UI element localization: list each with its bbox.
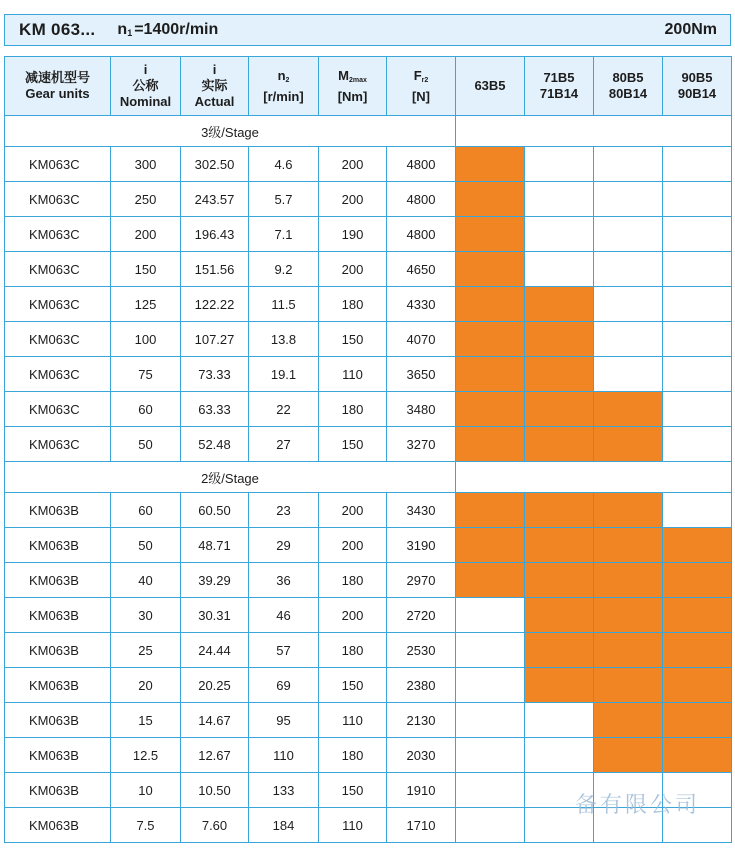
stage-motor-blank <box>456 116 732 147</box>
cell-fr2: 3480 <box>387 392 456 427</box>
header-motor-3a: 80B5 <box>612 70 644 85</box>
motor-compatible-cell <box>456 287 525 322</box>
header-n2-symbol: n <box>277 67 286 83</box>
table-row <box>5 703 732 738</box>
motor-compatible-cell <box>456 392 525 427</box>
cell-n2: 19.1 <box>249 357 319 392</box>
cell-nominal: 300 <box>111 147 181 182</box>
header-actual-i: i <box>212 62 217 77</box>
header-motor-4a: 90B5 <box>681 70 713 85</box>
cell-nominal: 125 <box>111 287 181 322</box>
cell-unit: KM063B <box>5 598 111 633</box>
cell-fr2: 2720 <box>387 598 456 633</box>
input-speed <box>117 21 218 39</box>
motor-compatible-cell <box>594 598 663 633</box>
table-row <box>5 668 732 703</box>
header-gear-units-en: Gear units <box>25 86 90 101</box>
header-actual-cn: 实际 <box>201 78 228 93</box>
header-motor-71 <box>525 57 594 116</box>
cell-nominal: 50 <box>111 528 181 563</box>
motor-compatible-cell <box>456 252 525 287</box>
model-title: KM 063... <box>19 20 96 39</box>
motor-compatible-cell <box>663 738 732 773</box>
cell-actual: 63.33 <box>181 392 249 427</box>
motor-empty-cell <box>456 738 525 773</box>
cell-m2max: 110 <box>319 808 387 843</box>
speed-value: =1400r/min <box>134 21 219 38</box>
cell-m2max: 200 <box>319 493 387 528</box>
motor-empty-cell <box>525 703 594 738</box>
cell-unit: KM063B <box>5 668 111 703</box>
motor-compatible-cell <box>525 598 594 633</box>
cell-n2: 23 <box>249 493 319 528</box>
motor-empty-cell <box>594 287 663 322</box>
motor-compatible-cell <box>525 493 594 528</box>
header-m2-unit: [Nm] <box>337 88 368 104</box>
cell-fr2: 1910 <box>387 773 456 808</box>
motor-compatible-cell <box>456 427 525 462</box>
cell-fr2: 4800 <box>387 217 456 252</box>
cell-actual: 39.29 <box>181 563 249 598</box>
cell-m2max: 180 <box>319 287 387 322</box>
header-motor-63b5 <box>456 57 525 116</box>
cell-actual: 30.31 <box>181 598 249 633</box>
cell-fr2: 2130 <box>387 703 456 738</box>
table-row <box>5 357 732 392</box>
cell-unit: KM063C <box>5 252 111 287</box>
table-row <box>5 738 732 773</box>
table-body <box>5 116 732 843</box>
cell-fr2: 4800 <box>387 182 456 217</box>
motor-compatible-cell <box>594 493 663 528</box>
cell-fr2: 4070 <box>387 322 456 357</box>
table-row <box>5 528 732 563</box>
cell-m2max: 150 <box>319 668 387 703</box>
motor-compatible-cell <box>525 668 594 703</box>
header-fr2 <box>387 57 456 116</box>
motor-compatible-cell <box>456 182 525 217</box>
motor-compatible-cell <box>525 633 594 668</box>
motor-empty-cell <box>663 493 732 528</box>
motor-empty-cell <box>663 217 732 252</box>
cell-n2: 27 <box>249 427 319 462</box>
motor-empty-cell <box>525 738 594 773</box>
cell-n2: 69 <box>249 668 319 703</box>
stage-motor-blank <box>456 462 732 493</box>
motor-compatible-cell <box>594 528 663 563</box>
motor-compatible-cell <box>594 427 663 462</box>
motor-empty-cell <box>663 147 732 182</box>
header-n2 <box>249 57 319 116</box>
motor-compatible-cell <box>525 322 594 357</box>
motor-empty-cell <box>525 252 594 287</box>
motor-empty-cell <box>456 633 525 668</box>
cell-unit: KM063C <box>5 357 111 392</box>
cell-m2max: 150 <box>319 427 387 462</box>
cell-nominal: 30 <box>111 598 181 633</box>
cell-fr2: 3190 <box>387 528 456 563</box>
cell-unit: KM063C <box>5 217 111 252</box>
motor-compatible-cell <box>594 633 663 668</box>
cell-m2max: 200 <box>319 182 387 217</box>
cell-unit: KM063B <box>5 703 111 738</box>
table-row <box>5 598 732 633</box>
cell-n2: 36 <box>249 563 319 598</box>
cell-actual: 243.57 <box>181 182 249 217</box>
cell-unit: KM063B <box>5 493 111 528</box>
cell-unit: KM063B <box>5 528 111 563</box>
header-n2-unit: [r/min] <box>263 88 304 104</box>
stage-label: 2级/Stage <box>5 462 456 493</box>
motor-compatible-cell <box>525 357 594 392</box>
cell-m2max: 150 <box>319 773 387 808</box>
cell-nominal: 15 <box>111 703 181 738</box>
cell-fr2: 2380 <box>387 668 456 703</box>
header-nominal-cn: 公称 <box>132 78 159 93</box>
table-row <box>5 633 732 668</box>
cell-unit: KM063C <box>5 287 111 322</box>
stage-label: 3级/Stage <box>5 116 456 147</box>
cell-actual: 122.22 <box>181 287 249 322</box>
cell-nominal: 50 <box>111 427 181 462</box>
motor-compatible-cell <box>525 563 594 598</box>
motor-empty-cell <box>663 427 732 462</box>
cell-unit: KM063B <box>5 808 111 843</box>
cell-actual: 107.27 <box>181 322 249 357</box>
watermark-text: 备有限公司 <box>575 793 701 818</box>
cell-fr2: 3270 <box>387 427 456 462</box>
cell-actual: 20.25 <box>181 668 249 703</box>
motor-compatible-cell <box>594 703 663 738</box>
cell-n2: 13.8 <box>249 322 319 357</box>
header-motor-3b: 80B14 <box>608 86 648 101</box>
stage-row <box>5 116 732 147</box>
cell-n2: 29 <box>249 528 319 563</box>
speed-subscript: 1 <box>127 28 133 38</box>
cell-m2max: 200 <box>319 252 387 287</box>
motor-empty-cell <box>594 252 663 287</box>
motor-empty-cell <box>594 322 663 357</box>
cell-nominal: 100 <box>111 322 181 357</box>
motor-empty-cell <box>663 287 732 322</box>
header-nominal-i: i <box>143 62 148 77</box>
header-motor-4b: 90B14 <box>677 86 717 101</box>
cell-m2max: 200 <box>319 598 387 633</box>
header-actual-en: Actual <box>194 94 235 109</box>
speed-symbol: n <box>117 21 128 38</box>
motor-compatible-cell <box>456 493 525 528</box>
cell-n2: 95 <box>249 703 319 738</box>
motor-empty-cell <box>456 703 525 738</box>
motor-compatible-cell <box>663 598 732 633</box>
motor-compatible-cell <box>663 703 732 738</box>
header-n2-sub: 2 <box>285 76 290 84</box>
motor-empty-cell <box>594 357 663 392</box>
cell-actual: 14.67 <box>181 703 249 738</box>
motor-empty-cell <box>594 217 663 252</box>
cell-m2max: 150 <box>319 322 387 357</box>
motor-compatible-cell <box>663 563 732 598</box>
header-motor-2a: 71B5 <box>543 70 575 85</box>
table-row <box>5 563 732 598</box>
cell-n2: 46 <box>249 598 319 633</box>
header-m2max <box>319 57 387 116</box>
cell-actual: 7.60 <box>181 808 249 843</box>
cell-nominal: 150 <box>111 252 181 287</box>
motor-compatible-cell <box>456 563 525 598</box>
motor-compatible-cell <box>525 287 594 322</box>
cell-unit: KM063B <box>5 738 111 773</box>
cell-nominal: 20 <box>111 668 181 703</box>
header-gear-units-cn: 减速机型号 <box>24 70 90 85</box>
header-gear-units <box>5 57 111 116</box>
cell-n2: 184 <box>249 808 319 843</box>
cell-actual: 151.56 <box>181 252 249 287</box>
motor-compatible-cell <box>594 738 663 773</box>
motor-empty-cell <box>456 598 525 633</box>
motor-compatible-cell <box>456 322 525 357</box>
table-row <box>5 217 732 252</box>
table-row <box>5 147 732 182</box>
cell-nominal: 200 <box>111 217 181 252</box>
motor-compatible-cell <box>456 528 525 563</box>
cell-nominal: 250 <box>111 182 181 217</box>
cell-nominal: 12.5 <box>111 738 181 773</box>
cell-actual: 302.50 <box>181 147 249 182</box>
motor-compatible-cell <box>663 668 732 703</box>
cell-m2max: 190 <box>319 217 387 252</box>
cell-n2: 110 <box>249 738 319 773</box>
gear-unit-table <box>4 56 732 843</box>
cell-actual: 196.43 <box>181 217 249 252</box>
cell-m2max: 110 <box>319 703 387 738</box>
cell-actual: 12.67 <box>181 738 249 773</box>
motor-empty-cell <box>456 668 525 703</box>
cell-actual: 73.33 <box>181 357 249 392</box>
cell-fr2: 1710 <box>387 808 456 843</box>
cell-n2: 9.2 <box>249 252 319 287</box>
cell-actual: 48.71 <box>181 528 249 563</box>
motor-empty-cell <box>663 322 732 357</box>
cell-n2: 11.5 <box>249 287 319 322</box>
cell-fr2: 3650 <box>387 357 456 392</box>
table-row <box>5 182 732 217</box>
cell-fr2: 4330 <box>387 287 456 322</box>
table-row <box>5 287 732 322</box>
cell-n2: 7.1 <box>249 217 319 252</box>
header-fr2-sub: r2 <box>421 76 429 84</box>
cell-unit: KM063B <box>5 563 111 598</box>
motor-compatible-cell <box>456 357 525 392</box>
table-row <box>5 427 732 462</box>
motor-compatible-cell <box>525 528 594 563</box>
motor-empty-cell <box>663 392 732 427</box>
motor-empty-cell <box>525 217 594 252</box>
title-bar <box>4 14 731 46</box>
cell-m2max: 200 <box>319 147 387 182</box>
table-row <box>5 252 732 287</box>
motor-compatible-cell <box>594 563 663 598</box>
header-nominal-en: Nominal <box>119 94 172 109</box>
table-row <box>5 493 732 528</box>
cell-m2max: 200 <box>319 528 387 563</box>
header-fr2-symbol: F <box>413 67 422 83</box>
header-motor-1: 63B5 <box>474 78 506 93</box>
motor-empty-cell <box>525 182 594 217</box>
motor-compatible-cell <box>456 147 525 182</box>
motor-empty-cell <box>663 182 732 217</box>
cell-n2: 133 <box>249 773 319 808</box>
motor-empty-cell <box>663 357 732 392</box>
stage-row <box>5 462 732 493</box>
header-nominal <box>111 57 181 116</box>
table-header-row <box>5 57 732 116</box>
motor-empty-cell <box>456 773 525 808</box>
motor-empty-cell <box>594 182 663 217</box>
header-motor-90 <box>663 57 732 116</box>
table-row <box>5 392 732 427</box>
cell-unit: KM063C <box>5 392 111 427</box>
cell-actual: 60.50 <box>181 493 249 528</box>
rated-torque: 200Nm <box>664 21 717 38</box>
cell-nominal: 25 <box>111 633 181 668</box>
cell-actual: 24.44 <box>181 633 249 668</box>
header-m2-sub: 2max <box>348 76 367 84</box>
cell-unit: KM063B <box>5 633 111 668</box>
cell-unit: KM063C <box>5 182 111 217</box>
cell-fr2: 4650 <box>387 252 456 287</box>
cell-n2: 57 <box>249 633 319 668</box>
cell-nominal: 10 <box>111 773 181 808</box>
cell-unit: KM063C <box>5 322 111 357</box>
header-actual <box>181 57 249 116</box>
cell-actual: 10.50 <box>181 773 249 808</box>
cell-nominal: 60 <box>111 392 181 427</box>
cell-fr2: 2530 <box>387 633 456 668</box>
motor-compatible-cell <box>663 528 732 563</box>
motor-compatible-cell <box>456 217 525 252</box>
cell-fr2: 4800 <box>387 147 456 182</box>
table-row <box>5 322 732 357</box>
cell-n2: 4.6 <box>249 147 319 182</box>
cell-unit: KM063C <box>5 427 111 462</box>
cell-nominal: 40 <box>111 563 181 598</box>
cell-m2max: 180 <box>319 633 387 668</box>
cell-n2: 22 <box>249 392 319 427</box>
cell-m2max: 180 <box>319 392 387 427</box>
cell-nominal: 60 <box>111 493 181 528</box>
motor-compatible-cell <box>525 392 594 427</box>
cell-n2: 5.7 <box>249 182 319 217</box>
motor-empty-cell <box>456 808 525 843</box>
header-fr2-unit: [N] <box>411 88 431 104</box>
cell-m2max: 110 <box>319 357 387 392</box>
motor-empty-cell <box>525 147 594 182</box>
cell-m2max: 180 <box>319 738 387 773</box>
cell-m2max: 180 <box>319 563 387 598</box>
header-motor-80 <box>594 57 663 116</box>
motor-empty-cell <box>663 252 732 287</box>
cell-nominal: 75 <box>111 357 181 392</box>
cell-unit: KM063C <box>5 147 111 182</box>
motor-empty-cell <box>594 147 663 182</box>
motor-compatible-cell <box>594 668 663 703</box>
motor-compatible-cell <box>663 633 732 668</box>
motor-compatible-cell <box>594 392 663 427</box>
cell-nominal: 7.5 <box>111 808 181 843</box>
header-m2-symbol: M <box>338 67 349 83</box>
cell-fr2: 2030 <box>387 738 456 773</box>
cell-actual: 52.48 <box>181 427 249 462</box>
cell-unit: KM063B <box>5 773 111 808</box>
header-motor-2b: 71B14 <box>539 86 579 101</box>
cell-fr2: 3430 <box>387 493 456 528</box>
motor-compatible-cell <box>525 427 594 462</box>
cell-fr2: 2970 <box>387 563 456 598</box>
